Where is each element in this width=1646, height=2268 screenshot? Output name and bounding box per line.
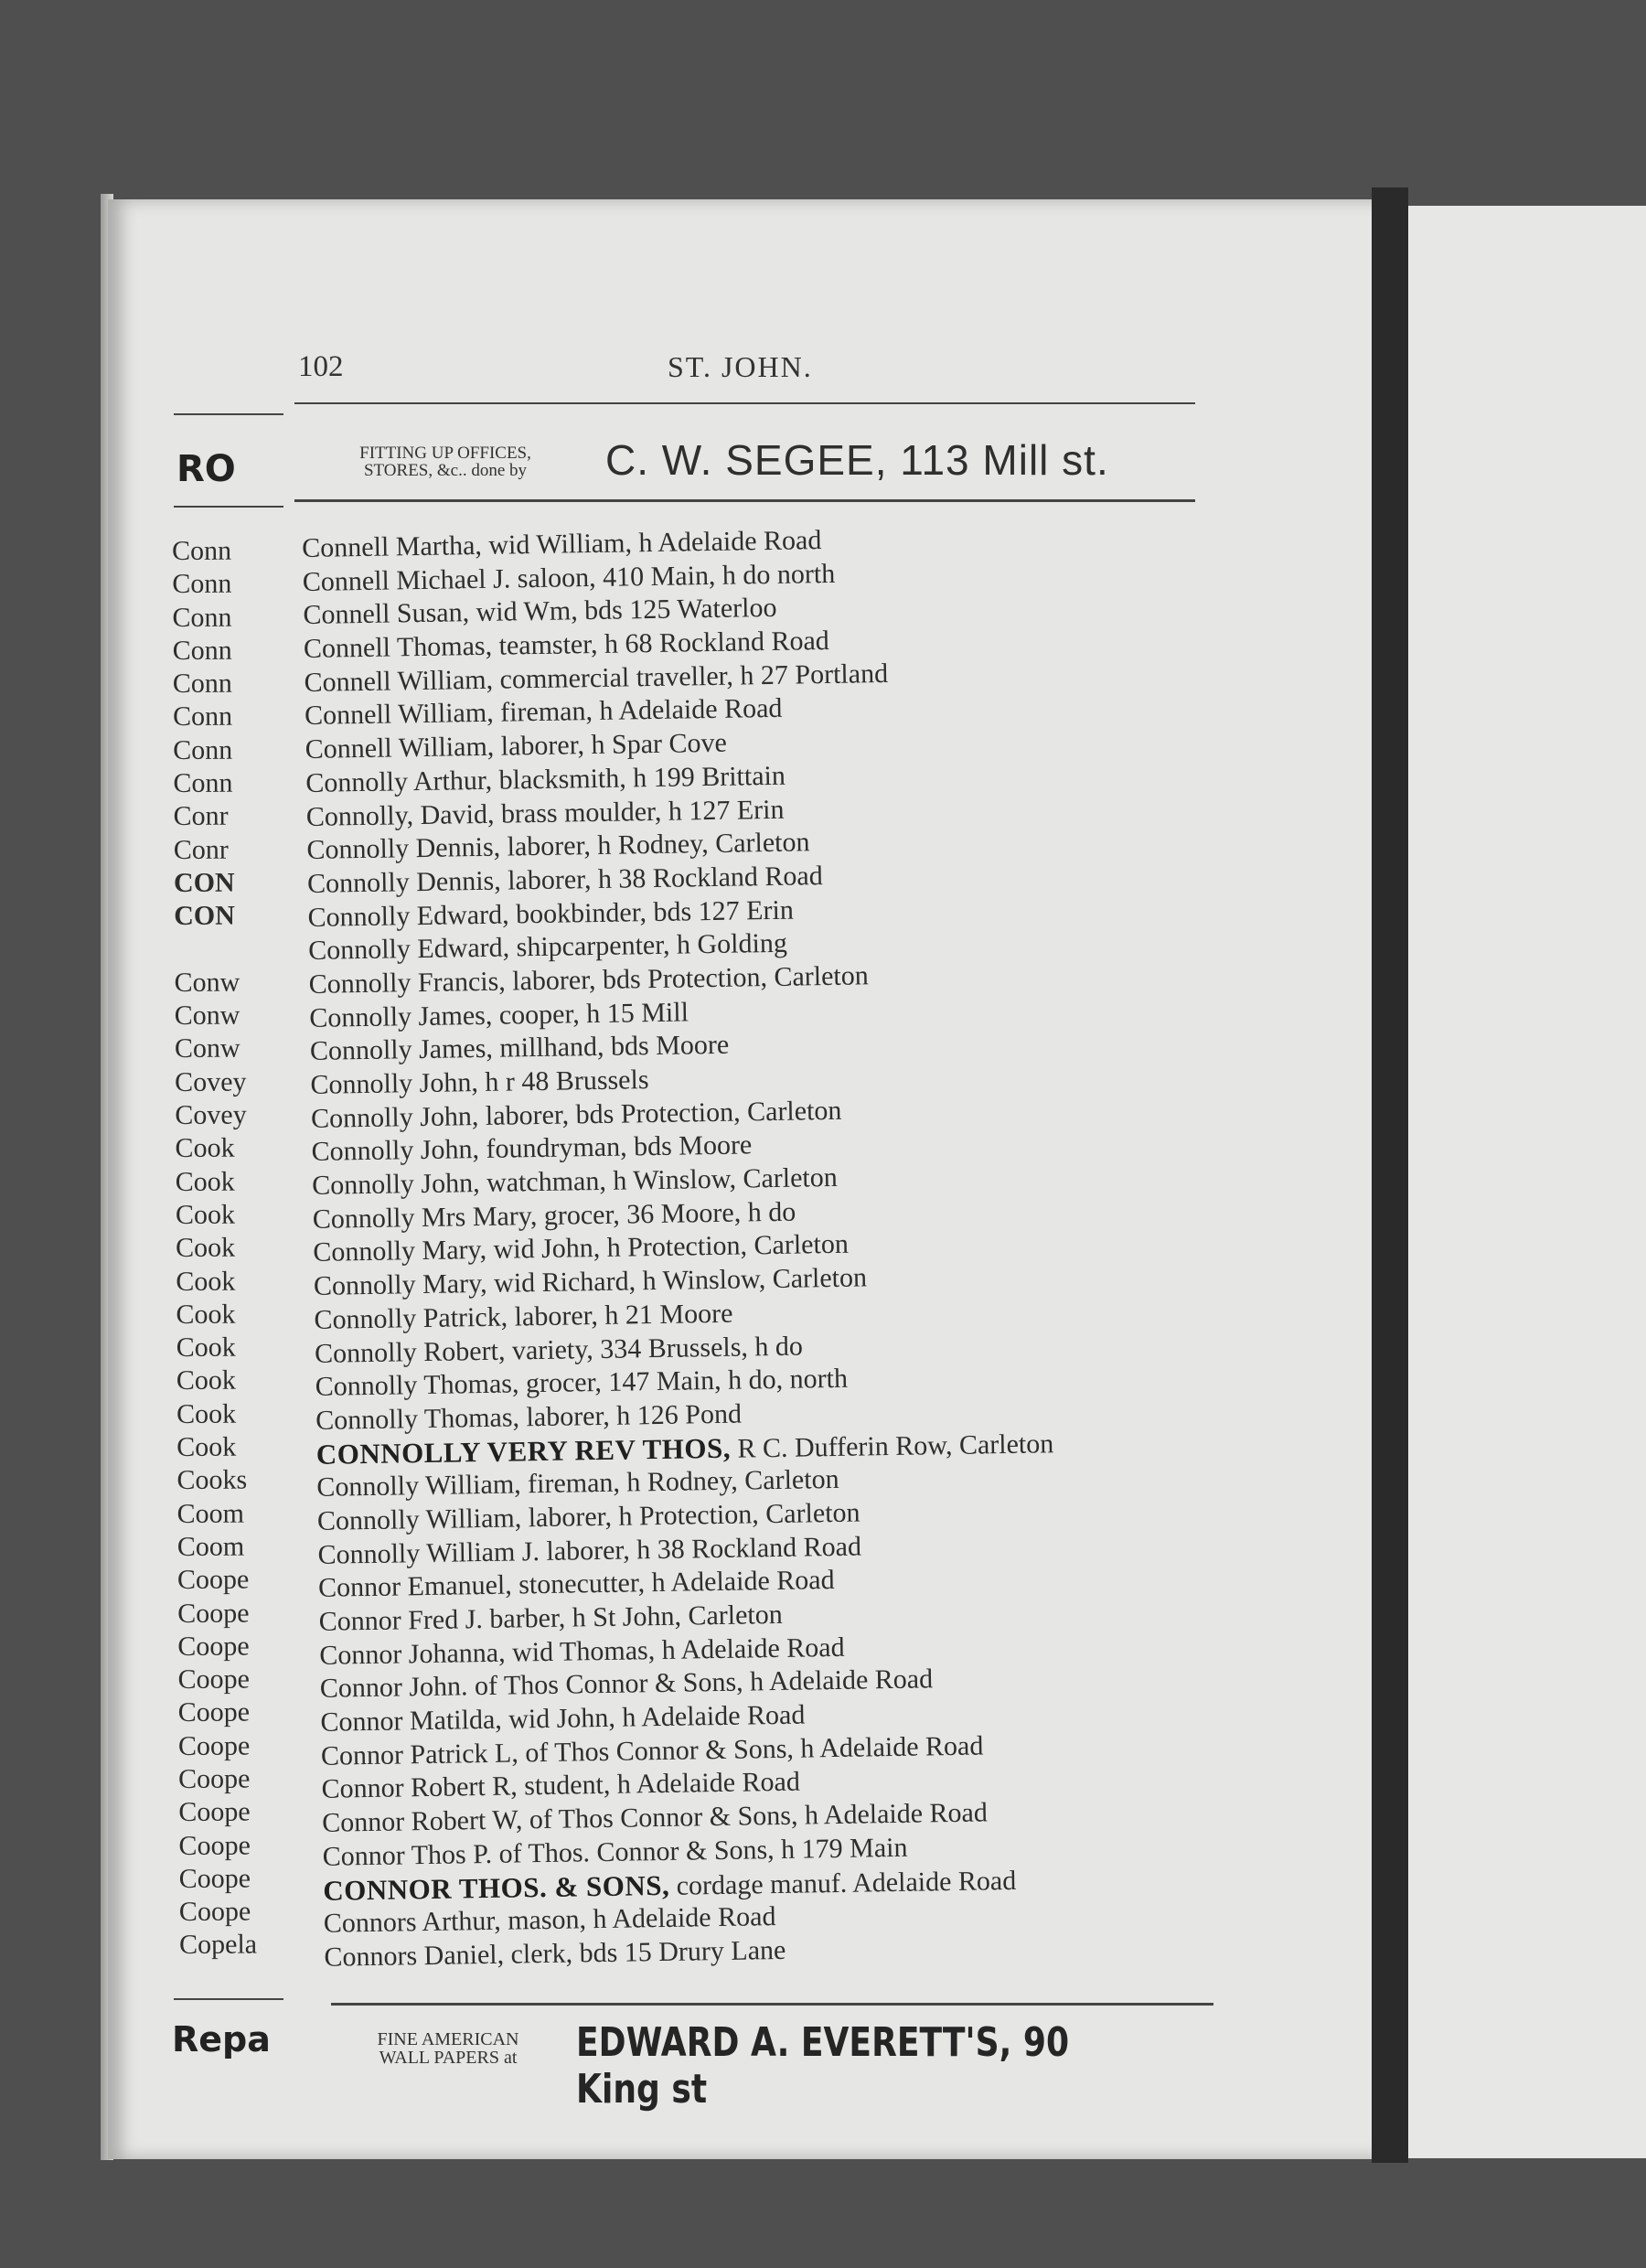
entry-text: Connolly Francis, laborer, bds Protection, Carleton bbox=[308, 960, 869, 1000]
right-page-entry: Coope bbox=[178, 1763, 251, 1794]
right-page-entry: Cook bbox=[176, 1266, 236, 1297]
entry-text: Connor John. of Thos Connor & Sons, h Adelaide Road bbox=[319, 1664, 934, 1705]
right-page-entry: Conn bbox=[173, 767, 233, 799]
right-page-entry: Coope bbox=[178, 1830, 251, 1861]
right-rule-top bbox=[174, 413, 283, 415]
entry-text: Connor Thos P. of Thos. Connor & Sons, h 179 Main bbox=[322, 1832, 908, 1872]
bottom-ad-line-2: WALL PAPERS at bbox=[379, 2048, 518, 2068]
entry-text: Connolly Arthur, blacksmith, h 199 Brittain bbox=[305, 760, 786, 798]
entry-text: Connolly William J. laborer, h 38 Rockland Road bbox=[317, 1531, 862, 1570]
running-head bbox=[293, 350, 1189, 387]
right-page-entry: Coom bbox=[176, 1531, 245, 1562]
entry-text: Connor Robert W, of Thos Connor & Sons, h Adelaide Road bbox=[321, 1797, 989, 1838]
right-page-entry: Coope bbox=[177, 1631, 250, 1662]
entry-text: Connolly Thomas, grocer, 147 Main, h do, north bbox=[315, 1363, 849, 1403]
right-page-entry: Conn bbox=[172, 602, 232, 633]
right-rule-bottom bbox=[174, 1998, 283, 2000]
right-page-entry: Coope bbox=[177, 1730, 251, 1761]
bottom-ad-small-text bbox=[329, 2030, 567, 2067]
entry-text: Connolly John, foundryman, bds Moore bbox=[311, 1129, 753, 1168]
entry-text: Connell William, commercial traveller, h 27 Portland bbox=[304, 658, 889, 698]
right-page-footer: Repa bbox=[172, 2019, 271, 2059]
page-title: ST. JOHN. bbox=[668, 350, 813, 383]
right-page-entry: Coope bbox=[178, 1796, 251, 1828]
entry-text: Connor Patrick L, of Thos Connor & Sons, h Adelaide Road bbox=[320, 1730, 984, 1771]
right-page-entry: Coope bbox=[178, 1863, 251, 1894]
bottom-advertisement bbox=[329, 2019, 1225, 2113]
right-page-entry: Conr bbox=[173, 801, 229, 832]
entry-text: Connolly William, laborer, h Protection, Carleton bbox=[316, 1497, 860, 1536]
right-page-entry: Cook bbox=[176, 1398, 237, 1429]
right-page-entry: Coope bbox=[176, 1564, 250, 1596]
entry-text: Connell William, laborer, h Spar Cove bbox=[305, 727, 728, 765]
entry-bold-name: CONNOLLY VERY REV THOS, bbox=[315, 1431, 732, 1471]
right-page-entry: Cook bbox=[175, 1232, 236, 1264]
right-page-entry: Covey bbox=[175, 1099, 247, 1131]
footer-rule bbox=[331, 2003, 1213, 2006]
entry-text: Connor Matilda, wid John, h Adelaide Road bbox=[320, 1699, 806, 1738]
bottom-ad-headline: EDWARD A. EVERETT'S, 90 King st bbox=[576, 2019, 1070, 2113]
right-page-entry: Cook bbox=[176, 1299, 236, 1330]
right-page-entry: Conn bbox=[172, 635, 232, 666]
top-ad-headline: C. W. SEGEE, 113 Mill st. bbox=[605, 436, 1109, 484]
entry-text: Connolly Mrs Mary, grocer, 36 Moore, h do bbox=[312, 1196, 796, 1235]
entry-text: Connell Michael J. saloon, 410 Main, h do north bbox=[302, 558, 836, 597]
entry-text: Connors Arthur, mason, h Adelaide Road bbox=[323, 1901, 776, 1939]
top-ad-line-1: FITTING UP OFFICES, bbox=[359, 444, 531, 463]
entry-text: Connolly Patrick, laborer, h 21 Moore bbox=[314, 1298, 733, 1335]
entry-text: Connolly James, cooper, h 15 Mill bbox=[309, 997, 689, 1033]
right-page-entry: Cook bbox=[175, 1199, 235, 1230]
right-page-entry: Conn bbox=[172, 535, 232, 566]
entry-text: Connor Fred J. barber, h St John, Carleton bbox=[318, 1599, 783, 1637]
entry-text: Connolly Dennis, laborer, h 38 Rockland Road bbox=[306, 860, 823, 899]
right-page-entry: Coope bbox=[178, 1896, 251, 1928]
right-page-entries bbox=[172, 534, 289, 1962]
entry-text: Connell Thomas, teamster, h 68 Rockland Road bbox=[303, 626, 830, 665]
entry-text: Connolly Edward, shipcarpenter, h Golding bbox=[307, 927, 788, 967]
entry-text: R C. Dufferin Row, Carleton bbox=[730, 1428, 1054, 1464]
entry-text: Connolly John, watchman, h Winslow, Carleton bbox=[311, 1161, 838, 1201]
right-page-entry: CON bbox=[174, 900, 235, 932]
right-page-entry: Conw bbox=[174, 1000, 240, 1032]
entry-text: Connolly Dennis, laborer, h Rodney, Carleton bbox=[306, 827, 810, 866]
right-page-entry: Cook bbox=[176, 1365, 236, 1396]
entry-text: Connor Robert R, student, h Adelaide Road bbox=[321, 1767, 801, 1805]
entry-text: Connolly, David, brass moulder, h 127 Erin bbox=[305, 794, 785, 832]
entry-bold-name: CONNOR THOS. & SONS, bbox=[323, 1868, 670, 1907]
book-gutter bbox=[1372, 187, 1408, 2163]
right-page-entry: Conr bbox=[173, 834, 229, 865]
right-page-entry: Conn bbox=[173, 734, 233, 765]
right-page-entry: Coope bbox=[177, 1598, 250, 1629]
entry-text: Connolly John, laborer, bds Protection, Carleton bbox=[310, 1095, 842, 1134]
right-page-entry: Coope bbox=[177, 1696, 251, 1728]
right-page-entry: Copela bbox=[178, 1930, 258, 1961]
top-ad-small-text bbox=[294, 444, 596, 479]
right-page-header: RO bbox=[176, 448, 236, 490]
right-page-entry: Cooks bbox=[176, 1464, 248, 1496]
entry-text: Connors Daniel, clerk, bds 15 Drury Lane bbox=[324, 1934, 786, 1973]
directory-entries bbox=[302, 518, 1257, 1974]
entry-text: Connell Susan, wid Wm, bds 125 Waterloo bbox=[303, 593, 777, 631]
entry-text: Connolly Robert, variety, 334 Brussels, h do bbox=[314, 1331, 804, 1369]
right-page-entry: Conw bbox=[174, 967, 240, 998]
right-page-entry bbox=[174, 933, 283, 967]
page-number: 102 bbox=[298, 350, 344, 383]
entry-text: Connolly John, h r 48 Brussels bbox=[310, 1064, 649, 1100]
right-page-entry: Conn bbox=[172, 668, 232, 700]
right-page-entry: Cook bbox=[176, 1332, 236, 1364]
entry-text: Connolly Mary, wid Richard, h Winslow, Carleton bbox=[313, 1262, 868, 1302]
top-ad-line-2: STORES, &c.. done by bbox=[363, 461, 528, 480]
right-page-entry: Coope bbox=[177, 1664, 250, 1696]
right-page-entry: Conw bbox=[174, 1033, 240, 1064]
right-page-entry: Cook bbox=[175, 1166, 235, 1197]
entry-text: Connolly Edward, bookbinder, bds 127 Erin bbox=[307, 894, 795, 933]
right-page-entry: Covey bbox=[175, 1066, 247, 1097]
entry-text: Connolly William, fireman, h Rodney, Carleton bbox=[316, 1464, 839, 1503]
entry-text: Connell Martha, wid William, h Adelaide Road bbox=[302, 525, 822, 563]
right-page-entry: Conn bbox=[172, 701, 233, 733]
top-advertisement bbox=[294, 430, 1191, 503]
header-rule bbox=[294, 402, 1195, 404]
entry-text: Connolly Thomas, laborer, h 126 Pond bbox=[315, 1398, 743, 1436]
entry-text: cordage manuf. Adelaide Road bbox=[668, 1865, 1017, 1901]
right-page-entry: Cook bbox=[175, 1132, 235, 1164]
entry-text: Connell William, fireman, h Adelaide Road bbox=[304, 693, 783, 732]
entry-text: Connor Johanna, wid Thomas, h Adelaide Road bbox=[319, 1631, 845, 1671]
entry-text: Connolly Mary, wid John, h Protection, Carleton bbox=[313, 1229, 850, 1268]
entry-text: Connolly James, millhand, bds Moore bbox=[309, 1030, 730, 1067]
right-page-entry: Conn bbox=[172, 568, 232, 600]
right-page-entry: Coom bbox=[176, 1498, 245, 1529]
right-page-entry: CON bbox=[173, 867, 235, 898]
entry-text: Connor Emanuel, stonecutter, h Adelaide Road bbox=[317, 1565, 835, 1604]
bottom-ad-line-1: FINE AMERICAN bbox=[377, 2029, 519, 2049]
right-page-entry: Cook bbox=[176, 1431, 237, 1463]
right-rule-mid bbox=[174, 506, 283, 508]
ad-rule bbox=[294, 499, 1195, 502]
right-page bbox=[1408, 206, 1646, 2158]
